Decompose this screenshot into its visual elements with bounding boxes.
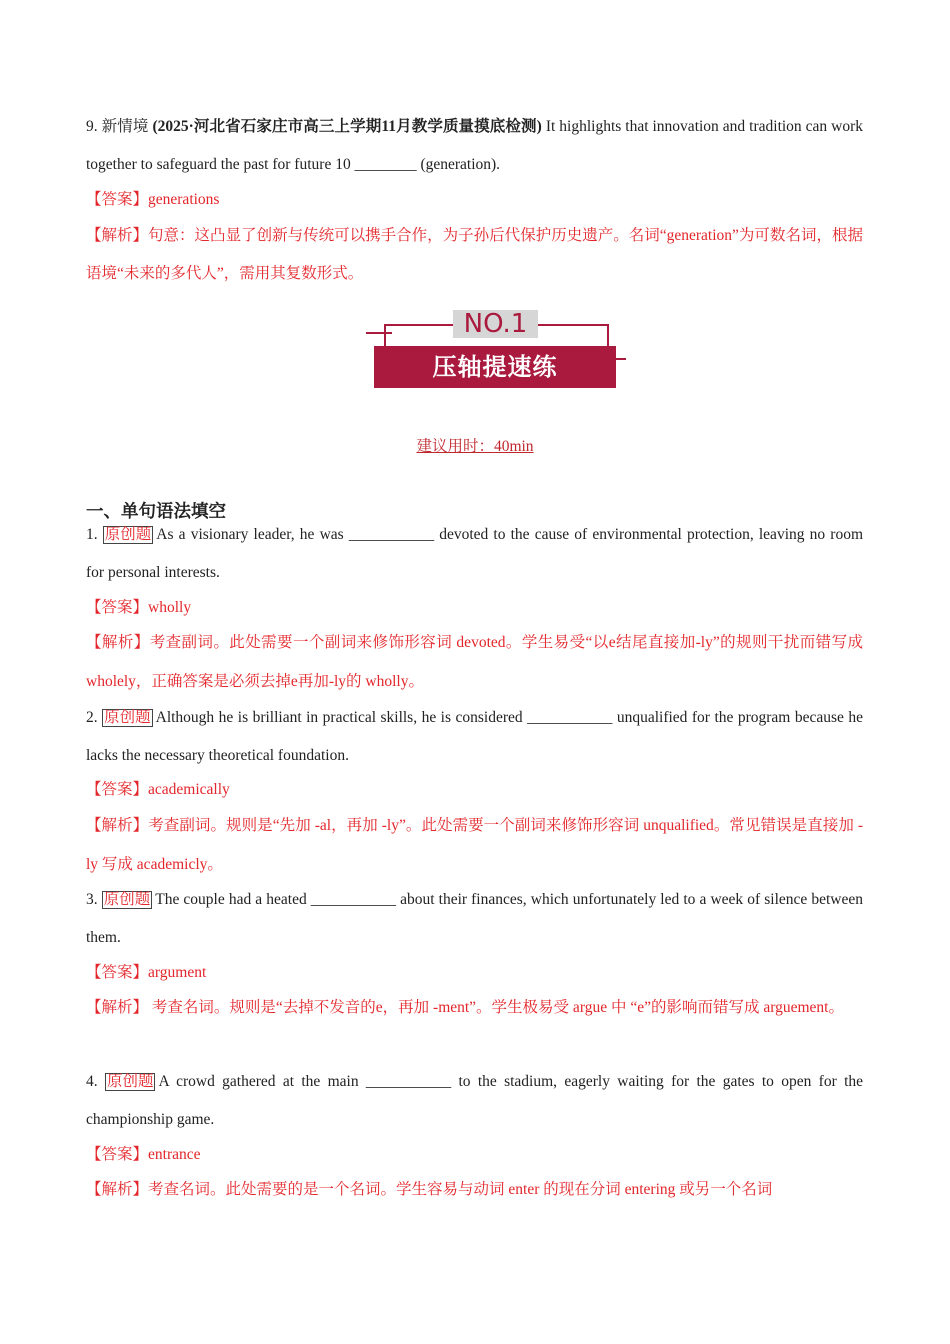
question-number: 9. (86, 118, 98, 135)
analysis-tag: 【解析】 (86, 999, 149, 1016)
question-item (86, 1063, 863, 1139)
answer-tag: 【答案】 (86, 1146, 149, 1163)
analysis-tag: 【解析】 (86, 1181, 149, 1198)
answer-line (86, 589, 863, 627)
section-heading: 一、单句语法填空 (86, 501, 226, 521)
analysis-text: 考查副词。此处需要一个副词来修饰形容词 devoted。学生易受“以e结尾直接加-ly”的规则干扰而错写成 wholely，正确答案是必须去掉e再加-ly的 wholly。 (86, 634, 863, 690)
analysis-line (86, 807, 863, 884)
question-number: 4. (86, 1073, 98, 1090)
analysis-text: 句意：这凸显了创新与传统可以携手合作，为子孙后代保护历史遗产。名词“generation”为可数名词，根据语境“未来的多代人”，需用其复数形式。 (86, 227, 863, 282)
question-tag: 原创题 (103, 891, 151, 908)
answer-line (86, 954, 863, 992)
question-text: A crowd gathered at the main ___________ to the stadium, eagerly waiting for the gates to open for the championship game. (86, 1073, 864, 1128)
answer-line (86, 771, 863, 809)
answer-9 (86, 181, 863, 219)
answer-text: argument (148, 964, 207, 981)
question-9 (86, 108, 863, 184)
analysis-text: 考查副词。规则是“先加 -al，再加 -ly”。此处需要一个副词来修饰形容词 unqualified。常见错误是直接加 -ly 写成 academicly。 (86, 817, 863, 873)
analysis-line (86, 624, 863, 701)
question-text: Although he is brilliant in practical skills, he is considered ___________ unqualified for the program because he lacks the necessary theoretical foundation. (86, 709, 863, 764)
analysis-text: 考查名词。此处需要的是一个名词。学生容易与动词 enter 的现在分词 entering 或另一个名词 (148, 1181, 773, 1198)
question-tag: 原创题 (104, 526, 152, 543)
question-text: As a visionary leader, he was ___________ devoted to the cause of environmental protection, leaving no room for personal interests. (86, 526, 864, 581)
question-label: 新情境 (101, 118, 149, 135)
answer-tag: 【答案】 (86, 599, 149, 616)
question-item (86, 881, 863, 957)
question-number: 3. (86, 891, 98, 908)
question-item (86, 699, 863, 775)
question-tag: 原创题 (106, 1073, 154, 1090)
analysis-text: 考查名词。规则是“去掉不发音的e，再加 -ment”。学生极易受 argue 中 “e”的影响而错写成 arguement。 (148, 999, 844, 1016)
question-tag: 原创题 (104, 709, 151, 726)
question-number: 1. (86, 526, 98, 543)
analysis-line (86, 1171, 863, 1210)
answer-line (86, 1136, 863, 1174)
question-source: (2025·河北省石家庄市高三上学期11月教学质量摸底检测) (152, 118, 542, 135)
suggested-time: 建议用时：40min (416, 438, 534, 455)
analysis-tag: 【解析】 (86, 634, 150, 651)
answer-text: academically (148, 781, 230, 798)
analysis-line (86, 989, 863, 1028)
answer-tag: 【答案】 (86, 781, 149, 798)
analysis-9 (86, 217, 863, 293)
answer-text: generations (148, 191, 220, 208)
question-text: It highlights that innovation and tradition can work together to safeguard the past for future 10 ________ (generation). (86, 118, 864, 173)
banner-title: 压轴提速练 (374, 346, 616, 388)
question-item (86, 516, 863, 592)
analysis-tag: 【解析】 (86, 227, 149, 244)
question-number: 2. (86, 709, 98, 726)
answer-text: entrance (148, 1146, 201, 1163)
question-text: The couple had a heated ___________ about their finances, which unfortunately led to a week of silence between them. (86, 891, 864, 946)
banner-number: NO.1 (453, 310, 538, 338)
answer-tag: 【答案】 (86, 964, 149, 981)
analysis-tag: 【解析】 (86, 817, 149, 834)
answer-tag: 【答案】 (86, 191, 149, 208)
answer-text: wholly (148, 599, 192, 616)
